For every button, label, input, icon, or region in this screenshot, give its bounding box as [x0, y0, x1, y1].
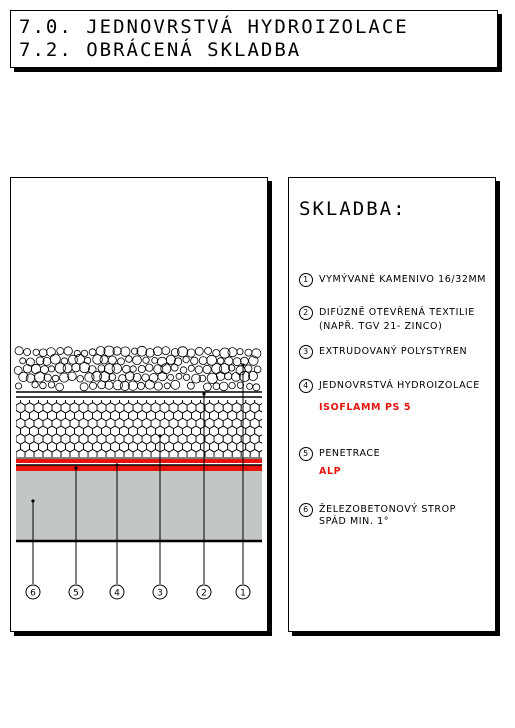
gravel-stone — [228, 348, 237, 357]
subsection-title: 7.2. OBRÁCENÁ SKLADBA — [19, 39, 302, 61]
gravel-stone — [171, 364, 178, 371]
gravel-stone — [52, 375, 59, 382]
gravel-stone — [39, 349, 47, 357]
leader-dot-3 — [158, 434, 161, 437]
gravel-stone — [205, 347, 212, 354]
legend-box — [288, 177, 496, 632]
gravel-stone — [89, 349, 96, 356]
gravel-stone — [60, 373, 69, 382]
layer-section-svg — [11, 178, 269, 633]
xps-insulation-layer — [11, 395, 269, 460]
gravel-stone — [138, 365, 145, 372]
legend-text-4: JEDNOVRSTVÁ HYDROIZOLACE — [319, 380, 480, 391]
gravel-stone — [247, 383, 253, 389]
gravel-stone — [216, 372, 225, 381]
title-box — [10, 10, 498, 68]
marker-label-1: 1 — [240, 588, 246, 599]
gravel-stone — [146, 349, 155, 358]
gravel-stone — [195, 366, 203, 374]
gravel-stone — [77, 376, 84, 383]
gravel-stone — [40, 382, 47, 389]
section-drawing — [10, 177, 268, 632]
gravel-stone — [26, 374, 35, 383]
xps-cell — [11, 395, 12, 405]
gravel-stone — [203, 365, 211, 373]
gravel-stone — [15, 383, 21, 389]
gravel-stone — [125, 372, 134, 381]
gravel-stone — [137, 382, 144, 389]
gravel-stone — [253, 384, 260, 391]
gravel-stone — [149, 374, 158, 383]
gravel-stone — [98, 365, 105, 372]
gravel-stone — [207, 373, 217, 383]
leader-dot-1 — [241, 363, 244, 366]
gravel-stone — [187, 349, 195, 357]
gravel-stone — [68, 372, 77, 381]
marker-label-3: 3 — [157, 588, 163, 599]
legend-text-1: VYMÝVANÉ KAMENIVO 16/32MM — [319, 274, 487, 285]
gravel-stone — [98, 381, 106, 389]
gravel-stone — [180, 367, 187, 374]
gravel-stone — [213, 383, 220, 390]
gravel-stone — [20, 358, 26, 364]
concrete-slab-layer — [16, 471, 262, 541]
gravel-stone — [232, 373, 241, 382]
gravel-stone — [33, 349, 39, 355]
membrane-layer-upper — [16, 465, 262, 471]
legend-number-6: 6 — [299, 503, 313, 517]
gravel-stone — [126, 356, 133, 363]
gravel-stone — [47, 348, 56, 357]
gravel-stone — [164, 383, 170, 389]
legend-number-5: 5 — [299, 447, 313, 461]
gravel-stone — [80, 383, 88, 391]
gravel-stone — [48, 382, 54, 388]
legend-number-4: 4 — [299, 379, 313, 393]
gravel-stone — [204, 383, 212, 391]
marker-label-6: 6 — [30, 588, 36, 599]
gravel-stone — [245, 349, 252, 356]
gravel-stone — [81, 350, 88, 357]
gravel-stone — [245, 365, 252, 372]
xps-cell — [11, 403, 16, 413]
xps-cell — [11, 434, 16, 444]
leader-dot-6 — [31, 499, 34, 502]
gravel-stone — [50, 354, 60, 364]
gravel-stone — [112, 364, 122, 374]
gravel-stone — [233, 358, 241, 366]
gravel-stone — [171, 380, 180, 389]
marker-label-2: 2 — [201, 588, 207, 599]
xps-cell — [264, 442, 269, 452]
xps-cell — [11, 449, 16, 459]
gravel-stone — [217, 358, 224, 365]
gravel-stone — [64, 347, 72, 355]
gravel-stone — [199, 375, 206, 382]
gravel-stone — [154, 382, 162, 390]
xps-cell — [11, 410, 12, 420]
gravel-stone — [72, 363, 80, 371]
legend-text-6b: SPÁD MIN. 1° — [319, 516, 390, 527]
gravel-stone — [56, 383, 64, 391]
gravel-stone — [183, 374, 189, 380]
gravel-stone — [24, 349, 31, 356]
gravel-stone — [162, 347, 170, 355]
gravel-stone — [187, 382, 194, 389]
gravel-stone — [241, 357, 249, 365]
gravel-stone — [44, 374, 51, 381]
section-title: 7.0. JEDNOVRSTVÁ HYDROIZOLACE — [19, 16, 409, 38]
gravel-stone — [80, 363, 90, 373]
leader-dot-5 — [74, 466, 77, 469]
leader-dot-4 — [115, 463, 118, 466]
xps-cell — [11, 442, 12, 452]
xps-cell — [264, 426, 269, 436]
gravel-stone — [23, 365, 31, 373]
gravel-stone — [143, 357, 149, 363]
legend-text-5: PENETRACE — [319, 448, 381, 459]
legend-heading: SKLADBA: — [299, 198, 407, 220]
leader-dot-2 — [202, 392, 205, 395]
gravel-stone — [57, 348, 64, 355]
marker-label-4: 4 — [114, 588, 120, 599]
legend-product-5: ALP — [319, 466, 342, 477]
gravel-stone — [92, 371, 102, 381]
gravel-stone — [146, 364, 153, 371]
gravel-stone — [130, 366, 136, 372]
gravel-stone — [105, 381, 113, 389]
gravel-stone — [100, 356, 108, 364]
gravel-stone — [15, 347, 23, 355]
gravel-layer — [14, 346, 261, 391]
legend-number-1: 1 — [299, 273, 313, 287]
legend-number-2: 2 — [299, 306, 313, 320]
legend-number-3: 3 — [299, 345, 313, 359]
gravel-stone — [219, 382, 228, 391]
gravel-stone — [145, 380, 154, 389]
legend-text-2: DIFÚZNĚ OTEVŘENÁ TEXTILIE — [319, 307, 475, 318]
gravel-stone — [133, 356, 142, 365]
xps-cell — [264, 410, 269, 420]
gravel-stone — [176, 373, 182, 379]
legend-product-4: ISOFLAMM PS 5 — [319, 402, 412, 413]
gravel-stone — [195, 347, 203, 355]
xps-cell — [11, 418, 16, 428]
gravel-stone — [191, 357, 198, 364]
membrane-layer — [16, 459, 262, 463]
gravel-stone — [183, 356, 189, 362]
gravel-stone — [89, 382, 96, 389]
gravel-stone — [199, 357, 207, 365]
gravel-stone — [121, 347, 130, 356]
legend-text-2b: (NAPŘ. TGV 21- ZINCO) — [319, 321, 443, 332]
gravel-stone — [137, 346, 147, 356]
gravel-stone — [108, 356, 116, 364]
gravel-stone — [152, 357, 158, 363]
marker-label-5: 5 — [73, 588, 79, 599]
legend-text-6: ŽELEZOBETONOVÝ STROP — [319, 504, 456, 515]
gravel-stone — [158, 372, 167, 381]
xps-cell — [264, 395, 269, 405]
gravel-stone — [55, 363, 65, 373]
xps-cell — [11, 426, 12, 436]
legend-text-3: EXTRUDOVANÝ POLYSTYREN — [319, 346, 468, 357]
gravel-stone — [32, 382, 38, 388]
gravel-stone — [168, 374, 174, 380]
gravel-stone — [48, 366, 54, 372]
gravel-stone — [63, 364, 72, 373]
gravel-stone — [225, 373, 232, 380]
gravel-stone — [229, 382, 235, 388]
gravel-stone — [35, 372, 45, 382]
gravel-stone — [188, 365, 194, 371]
gravel-stone — [153, 347, 162, 356]
gravel-stone — [237, 349, 243, 355]
